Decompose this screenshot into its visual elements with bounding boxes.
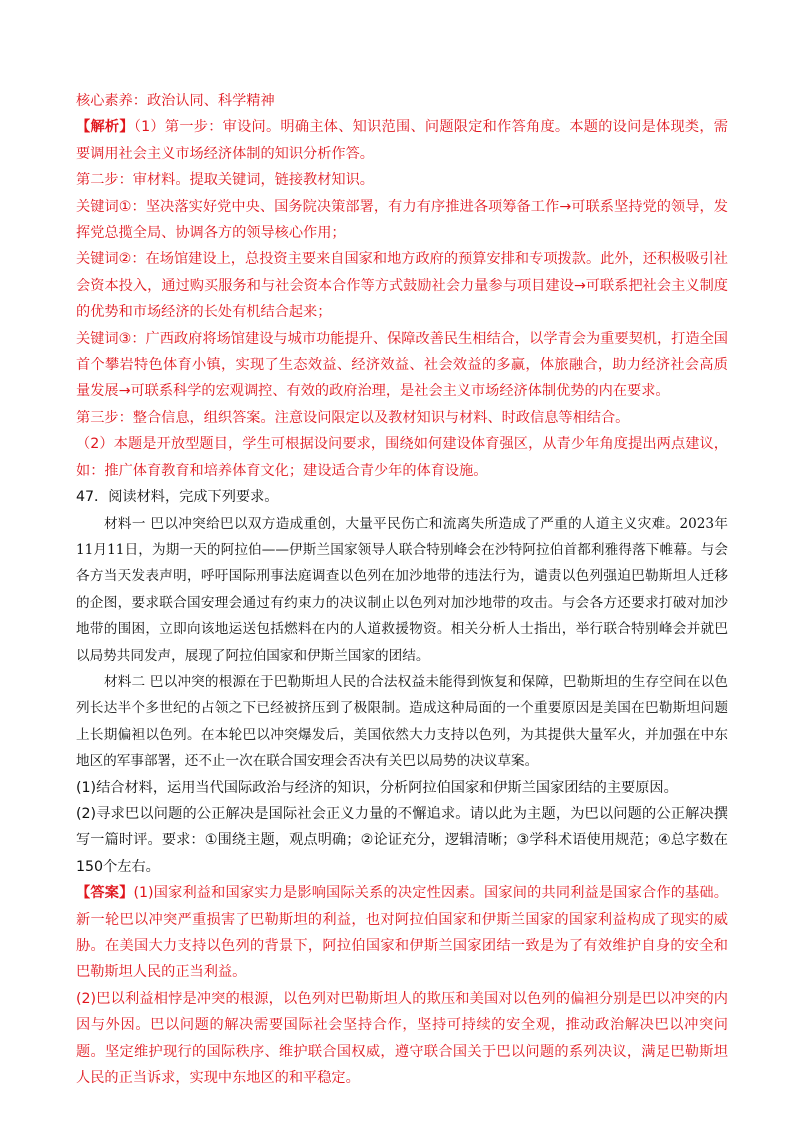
keyword-2: 关键词②：在场馆建设上，总投资主要来自国家和地方政府的预算安排和专项拨款。此外，还积极吸引社会资本投入，通过购买服务和与社会资本合作等方式鼓励社会力量参与项目建设→可联系把社会主义制度的优势和市场经济的长处有机结合起来； <box>76 251 728 321</box>
material-2: 材料二 巴以冲突的根源在于巴勒斯坦人民的合法权益未能得到恢复和保障，巴勒斯坦的生存空间在以色列长达半个多世纪的占领之下已经被挤压到了极限制。造成这种局面的一个重要原因是美国在巴勒斯坦问题上长期偏袒以色列。在本轮巴以冲突爆发后，美国依然大力支持以色列，为其提供大量军火，并加强在中东地区的军事部署，还不止一次在联合国安理会否决有关巴以局势的决议草案。 <box>76 673 728 770</box>
answer-2: (2)巴以利益相悖是冲突的根源，以色列对巴勒斯坦人的欺压和美国对以色列的偏袒分别是巴以冲突的内因与外因。巴以问题的解决需要国际社会坚持合作，坚持可持续的安全观，推动政治解决巴以冲突问题。坚定维护现行的国际秩序、维护联合国权威，遵守联合国关于巴以问题的系列决议，满足巴勒斯坦人民的正当诉求，实现中东地区的和平稳定。 <box>76 990 728 1087</box>
document-page <box>76 88 728 1091</box>
answer-tag: 【答案】 <box>76 885 134 902</box>
analysis-step1 <box>76 114 728 167</box>
question-header: 47．阅读材料，完成下列要求。 <box>76 489 279 506</box>
question-1: (1)结合材料，运用当代国际政治与经济的知识，分析阿拉伯国家和伊斯兰国家团结的主要原因。 <box>76 779 678 796</box>
analysis-step1-text: （1）第一步：审设问。明确主体、知识范围、问题限定和作答角度。本题的设问是体现类，需要调用社会主义市场经济体制的知识分析作答。 <box>76 119 728 162</box>
keyword-1: 关键词①：坚决落实好党中央、国务院决策部署，有力有序推进各项筹备工作→可联系坚持党的领导，发挥党总揽全局、协调各方的领导核心作用； <box>76 198 728 242</box>
question-2: (2)寻求巴以问题的公正解决是国际社会正义力量的不懈追求。请以此为主题，为巴以问题的公正解决撰写一篇时评。要求：①围绕主题，观点明确；②论证充分，逻辑清晰；③学科术语使用规范；④总字数在150个左右。 <box>76 805 728 875</box>
answer-1-text: (1)国家利益和国家实力是影响国际关系的决定性因素。国家间的共同利益是国家合作的基础。新一轮巴以冲突严重损害了巴勒斯坦的利益，也对阿拉伯国家和伊斯兰国家的国家利益构成了现实的威胁。在美国大力支持以色列的背景下，阿拉伯国家和伊斯兰国家团结一致是为了有效维护自身的安全和巴勒斯坦人民的正当利益。 <box>76 885 728 981</box>
answer-1 <box>76 880 728 986</box>
analysis-part2: （2）本题是开放型题目，学生可根据设问要求，围绕如何建设体育强区，从青少年角度提出两点建议，如：推广体育教育和培养体育文化；建设适合青少年的体育设施。 <box>76 436 728 479</box>
analysis-step2: 第二步：审材料。提取关键词，链接教材知识。 <box>76 172 374 189</box>
analysis-tag: 【解析】 <box>76 119 134 136</box>
core-literacy: 核心素养：政治认同、科学精神 <box>76 93 275 109</box>
material-1: 材料一 巴以冲突给巴以双方造成重创，大量平民伤亡和流离失所造成了严重的人道主义灾难。2023年11月11日，为期一天的阿拉伯——伊斯兰国家领导人联合特别峰会在沙特阿拉伯首都利雅得落下帷幕。与会各方当天发表声明，呼吁国际刑事法庭调查以色列在加沙地带的违法行为，谴责以色列强迫巴勒斯坦人迁移的企图，要求联合国安理会通过有约束力的决议制止以色列对加沙地带的攻击。与会各方还要求打破对加沙地带的围困，立即向该地运送包括燃料在内的人道救援物资。相关分析人士指出，举行联合特别峰会并就巴以局势共同发声，展现了阿拉伯国家和伊斯兰国家的团结。 <box>76 515 728 664</box>
analysis-step3: 第三步：整合信息，组织答案。注意设问限定以及教材知识与材料、时政信息等相结合。 <box>76 409 630 426</box>
keyword-3: 关键词③：广西政府将场馆建设与城市功能提升、保障改善民生相结合，以学青会为重要契机，打造全国首个攀岩特色体育小镇，实现了生态效益、经济效益、社会效益的多赢，体旅融合，助力经济社会高质量发展→可联系科学的宏观调控、有效的政府治理，是社会主义市场经济体制优势的内在要求。 <box>76 330 728 400</box>
